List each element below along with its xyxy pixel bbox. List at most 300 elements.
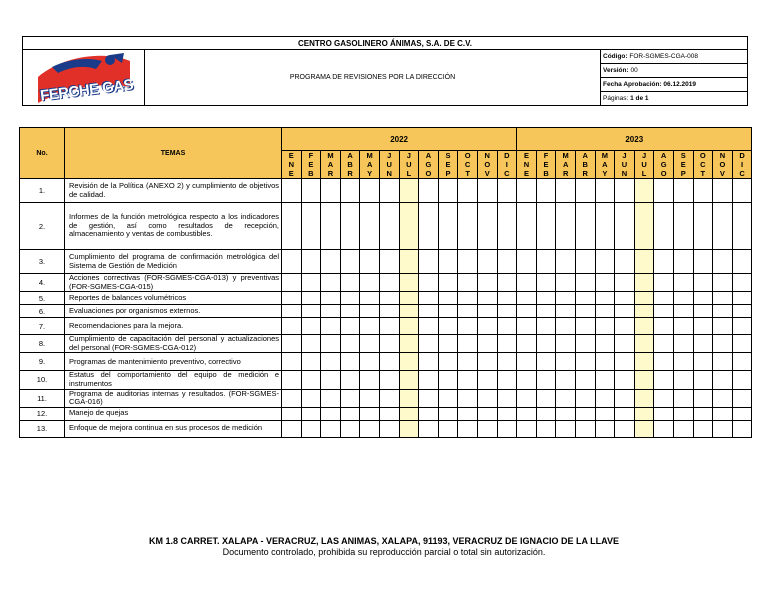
schedule-cell xyxy=(497,203,517,250)
schedule-cell xyxy=(282,179,302,203)
schedule-cell xyxy=(301,353,321,371)
schedule-cell xyxy=(536,250,556,274)
schedule-cell xyxy=(713,407,733,420)
row-tema: Programa de auditorias internas y resultados. (FOR-SGMES-CGA-016) xyxy=(65,389,282,407)
schedule-cell xyxy=(477,305,497,318)
month-letter: N xyxy=(719,151,726,160)
schedule-cell xyxy=(673,420,693,437)
schedule-cell xyxy=(282,305,302,318)
schedule-cell xyxy=(732,335,752,353)
schedule-cell xyxy=(556,250,576,274)
schedule-cell xyxy=(654,250,674,274)
schedule-cell xyxy=(634,179,654,203)
schedule-cell xyxy=(301,420,321,437)
month-letter: C xyxy=(464,160,471,169)
schedule-cell xyxy=(536,335,556,353)
month-letter: J xyxy=(406,151,411,160)
schedule-cell xyxy=(321,203,341,250)
schedule-cell xyxy=(301,318,321,335)
month-header xyxy=(301,151,321,179)
schedule-cell xyxy=(693,250,713,274)
schedule-cell xyxy=(282,371,302,389)
document-header xyxy=(22,36,748,106)
month-letter: G xyxy=(425,160,432,169)
schedule-cell xyxy=(458,389,478,407)
schedule-cell xyxy=(399,318,419,335)
ferche-gas-logo xyxy=(34,51,134,105)
table-row xyxy=(20,389,752,407)
schedule-cell xyxy=(497,389,517,407)
schedule-cell xyxy=(477,335,497,353)
schedule-cell xyxy=(497,353,517,371)
month-letter: U xyxy=(406,160,412,169)
schedule-cell xyxy=(615,292,635,305)
month-letter: U xyxy=(621,160,628,169)
schedule-cell xyxy=(673,203,693,250)
schedule-cell xyxy=(595,420,615,437)
schedule-cell xyxy=(732,292,752,305)
month-header xyxy=(419,151,439,179)
month-header xyxy=(556,151,576,179)
schedule-cell xyxy=(497,371,517,389)
schedule-cell xyxy=(693,420,713,437)
schedule-cell xyxy=(673,305,693,318)
month-letter: C xyxy=(700,160,706,169)
schedule-cell xyxy=(458,420,478,437)
row-number: 11. xyxy=(20,389,65,407)
row-number: 2. xyxy=(20,203,65,250)
schedule-cell xyxy=(575,389,595,407)
schedule-cell xyxy=(654,420,674,437)
schedule-cell xyxy=(595,179,615,203)
schedule-cell xyxy=(458,371,478,389)
month-letter: E xyxy=(523,151,529,160)
schedule-cell xyxy=(575,420,595,437)
schedule-cell xyxy=(536,305,556,318)
month-letter: A xyxy=(366,160,373,169)
schedule-cell xyxy=(458,318,478,335)
table-row xyxy=(20,371,752,389)
schedule-cell xyxy=(634,371,654,389)
month-letter: J xyxy=(641,151,647,160)
month-header xyxy=(321,151,341,179)
schedule-cell xyxy=(615,407,635,420)
schedule-cell xyxy=(419,203,439,250)
schedule-cell xyxy=(654,292,674,305)
schedule-cell xyxy=(634,203,654,250)
schedule-cell xyxy=(536,353,556,371)
schedule-cell xyxy=(595,274,615,292)
schedule-cell xyxy=(399,353,419,371)
schedule-cell xyxy=(517,407,537,420)
month-letter: A xyxy=(660,151,667,160)
schedule-cell xyxy=(654,407,674,420)
schedule-cell xyxy=(732,420,752,437)
schedule-cell xyxy=(458,353,478,371)
schedule-cell xyxy=(340,353,360,371)
schedule-cell xyxy=(595,353,615,371)
schedule-cell xyxy=(497,407,517,420)
row-tema: Enfoque de mejora continua en sus procesos de medición xyxy=(65,420,282,437)
schedule-cell xyxy=(438,292,458,305)
schedule-cell xyxy=(693,203,713,250)
row-number: 13. xyxy=(20,420,65,437)
schedule-cell xyxy=(477,407,497,420)
schedule-cell xyxy=(556,305,576,318)
schedule-cell xyxy=(399,420,419,437)
month-letter: E xyxy=(288,169,294,178)
month-letter: R xyxy=(347,169,353,178)
row-tema: Manejo de quejas xyxy=(65,407,282,420)
schedule-cell xyxy=(321,407,341,420)
schedule-cell xyxy=(379,371,399,389)
schedule-cell xyxy=(654,179,674,203)
schedule-cell xyxy=(615,179,635,203)
schedule-cell xyxy=(379,389,399,407)
schedule-cell xyxy=(713,203,733,250)
version-cell xyxy=(601,64,748,78)
schedule-cell xyxy=(732,371,752,389)
month-letter: P xyxy=(445,169,451,178)
row-number: 12. xyxy=(20,407,65,420)
month-letter: Y xyxy=(367,169,373,178)
month-letter: E xyxy=(680,160,686,169)
month-letter: G xyxy=(660,160,667,169)
company-name: CENTRO GASOLINERO ÁNIMAS, S.A. DE C.V. xyxy=(23,37,748,50)
schedule-cell xyxy=(497,292,517,305)
codigo-label: Código: xyxy=(603,53,628,60)
schedule-cell xyxy=(595,203,615,250)
paginas-label: Páginas: xyxy=(603,95,629,102)
schedule-cell xyxy=(693,371,713,389)
schedule-cell xyxy=(654,353,674,371)
month-letter: M xyxy=(601,151,608,160)
schedule-cell xyxy=(536,389,556,407)
month-letter: I xyxy=(505,160,508,169)
schedule-cell xyxy=(517,203,537,250)
month-letter: B xyxy=(582,160,588,169)
schedule-cell xyxy=(301,203,321,250)
schedule-cell xyxy=(615,250,635,274)
month-letter: O xyxy=(699,151,706,160)
month-letter: A xyxy=(602,160,608,169)
schedule-cell xyxy=(438,250,458,274)
schedule-cell xyxy=(301,305,321,318)
schedule-cell xyxy=(340,179,360,203)
schedule-cell xyxy=(575,318,595,335)
schedule-cell xyxy=(360,420,380,437)
month-letter: J xyxy=(622,151,627,160)
schedule-cell xyxy=(556,420,576,437)
month-header xyxy=(615,151,635,179)
schedule-cell xyxy=(556,371,576,389)
schedule-cell xyxy=(673,250,693,274)
schedule-cell xyxy=(713,420,733,437)
table-row xyxy=(20,318,752,335)
schedule-cell xyxy=(301,407,321,420)
schedule-cell xyxy=(615,371,635,389)
month-letter: O xyxy=(464,151,471,160)
month-letter: B xyxy=(308,169,314,178)
schedule-cell xyxy=(673,179,693,203)
schedule-cell xyxy=(438,407,458,420)
schedule-cell xyxy=(458,335,478,353)
month-letter: T xyxy=(465,169,470,178)
table-row xyxy=(20,305,752,318)
schedule-cell xyxy=(732,353,752,371)
month-letter: O xyxy=(484,160,491,169)
schedule-cell xyxy=(732,389,752,407)
month-letter: M xyxy=(366,151,373,160)
schedule-cell xyxy=(419,420,439,437)
schedule-cell xyxy=(595,305,615,318)
schedule-cell xyxy=(634,305,654,318)
month-letter: E xyxy=(445,160,451,169)
schedule-cell xyxy=(693,292,713,305)
schedule-cell xyxy=(399,179,419,203)
month-letter: A xyxy=(562,160,569,169)
month-header xyxy=(634,151,654,179)
schedule-cell xyxy=(458,203,478,250)
schedule-cell xyxy=(399,250,419,274)
row-number: 3. xyxy=(20,250,65,274)
schedule-cell xyxy=(360,179,380,203)
month-letter: B xyxy=(347,160,353,169)
schedule-cell xyxy=(693,353,713,371)
schedule-cell xyxy=(536,292,556,305)
schedule-cell xyxy=(360,407,380,420)
schedule-cell xyxy=(615,305,635,318)
table-row xyxy=(20,292,752,305)
schedule-cell xyxy=(732,305,752,318)
month-letter: V xyxy=(719,169,725,178)
month-letter: U xyxy=(641,160,647,169)
schedule-cell xyxy=(419,407,439,420)
month-letter: M xyxy=(562,151,569,160)
month-letter: E xyxy=(523,169,529,178)
table-row xyxy=(20,179,752,203)
schedule-cell xyxy=(732,250,752,274)
schedule-cell xyxy=(556,179,576,203)
schedule-cell xyxy=(536,420,556,437)
schedule-cell xyxy=(634,389,654,407)
schedule-cell xyxy=(360,292,380,305)
month-letter: N xyxy=(621,169,628,178)
schedule-cell xyxy=(321,292,341,305)
schedule-cell xyxy=(497,318,517,335)
schedule-cell xyxy=(340,371,360,389)
schedule-cell xyxy=(301,389,321,407)
table-row xyxy=(20,335,752,353)
schedule-cell xyxy=(517,371,537,389)
schedule-cell xyxy=(379,407,399,420)
month-header xyxy=(732,151,752,179)
schedule-cell xyxy=(438,335,458,353)
schedule-cell xyxy=(340,420,360,437)
table-row xyxy=(20,274,752,292)
schedule-cell xyxy=(301,179,321,203)
schedule-cell xyxy=(615,389,635,407)
schedule-cell xyxy=(438,203,458,250)
month-letter: L xyxy=(406,169,412,178)
row-tema: Revisión de la Política (ANEXO 2) y cumplimiento de objetivos de calidad. xyxy=(65,179,282,203)
schedule-cell xyxy=(654,318,674,335)
schedule-cell xyxy=(360,305,380,318)
schedule-cell xyxy=(477,420,497,437)
row-tema: Acciones correctivas (FOR-SGMES-CGA-013) y preventivas (FOR-SGMES-CGA-015) xyxy=(65,274,282,292)
month-header xyxy=(282,151,302,179)
codigo-cell xyxy=(601,50,748,64)
schedule-cell xyxy=(536,274,556,292)
schedule-cell xyxy=(379,305,399,318)
month-header xyxy=(693,151,713,179)
schedule-cell xyxy=(654,274,674,292)
schedule-cell xyxy=(282,274,302,292)
paginas-cell xyxy=(601,92,748,106)
schedule-cell xyxy=(419,274,439,292)
schedule-cell xyxy=(497,335,517,353)
schedule-cell xyxy=(282,407,302,420)
month-header xyxy=(713,151,733,179)
schedule-cell xyxy=(360,274,380,292)
schedule-cell xyxy=(438,318,458,335)
schedule-cell xyxy=(595,292,615,305)
schedule-cell xyxy=(438,274,458,292)
schedule-cell xyxy=(340,407,360,420)
schedule-cell xyxy=(438,353,458,371)
row-tema: Estatus del comportamiento del equipo de medición e instrumentos xyxy=(65,371,282,389)
row-number: 7. xyxy=(20,318,65,335)
schedule-cell xyxy=(438,371,458,389)
schedule-cell xyxy=(477,203,497,250)
schedule-cell xyxy=(399,292,419,305)
schedule-cell xyxy=(321,250,341,274)
schedule-cell xyxy=(575,353,595,371)
schedule-cell xyxy=(673,274,693,292)
month-header xyxy=(536,151,556,179)
month-letter: I xyxy=(740,160,744,169)
schedule-cell xyxy=(517,305,537,318)
month-header xyxy=(360,151,380,179)
schedule-cell xyxy=(301,371,321,389)
schedule-cell xyxy=(517,274,537,292)
schedule-cell xyxy=(634,274,654,292)
schedule-cell xyxy=(419,353,439,371)
schedule-cell xyxy=(615,203,635,250)
schedule-cell xyxy=(340,305,360,318)
schedule-cell xyxy=(360,318,380,335)
footer-address: KM 1.8 CARRET. XALAPA - VERACRUZ, LAS ANIMAS, XALAPA, 91193, VERACRUZ DE IGNACIO DE LA LLAVE xyxy=(148,536,620,546)
schedule-cell xyxy=(673,318,693,335)
schedule-cell xyxy=(536,407,556,420)
schedule-cell xyxy=(615,353,635,371)
row-tema: Cumplimiento de capacitación del personal y actualizaciones del personal (FOR-SGMES-CGA-012) xyxy=(65,335,282,353)
schedule-cell xyxy=(477,274,497,292)
logo-cell xyxy=(23,50,145,106)
month-header xyxy=(497,151,517,179)
schedule-cell xyxy=(713,389,733,407)
schedule-cell xyxy=(732,274,752,292)
schedule-cell xyxy=(595,407,615,420)
table-row xyxy=(20,353,752,371)
month-header xyxy=(458,151,478,179)
schedule-cell xyxy=(536,179,556,203)
month-letter: D xyxy=(739,151,745,160)
version-value: 00 xyxy=(630,67,638,74)
schedule-cell xyxy=(321,420,341,437)
schedule-cell xyxy=(438,389,458,407)
schedule-cell xyxy=(693,305,713,318)
schedule-cell xyxy=(713,179,733,203)
month-letter: C xyxy=(739,169,745,178)
schedule-cell xyxy=(321,179,341,203)
schedule-cell xyxy=(713,371,733,389)
column-header-temas: TEMAS xyxy=(65,128,282,179)
schedule-cell xyxy=(575,407,595,420)
month-header xyxy=(379,151,399,179)
schedule-cell xyxy=(575,274,595,292)
table-row xyxy=(20,420,752,437)
month-letter: C xyxy=(504,169,510,178)
month-header xyxy=(438,151,458,179)
schedule-cell xyxy=(536,203,556,250)
schedule-cell xyxy=(693,389,713,407)
schedule-cell xyxy=(713,250,733,274)
month-letter: D xyxy=(504,151,510,160)
paginas-value: 1 de 1 xyxy=(630,95,649,102)
schedule-cell xyxy=(517,335,537,353)
schedule-cell xyxy=(634,420,654,437)
row-tema: Cumplimiento del programa de confirmación metrológica del Sistema de Gestión de Medición xyxy=(65,250,282,274)
schedule-cell xyxy=(438,305,458,318)
schedule-cell xyxy=(379,179,399,203)
schedule-cell xyxy=(458,305,478,318)
schedule-cell xyxy=(517,318,537,335)
schedule-cell xyxy=(321,318,341,335)
month-letter: U xyxy=(386,160,392,169)
schedule-cell xyxy=(321,305,341,318)
schedule-cell xyxy=(517,292,537,305)
schedule-cell xyxy=(340,335,360,353)
schedule-cell xyxy=(595,335,615,353)
schedule-cell xyxy=(693,318,713,335)
schedule-cell xyxy=(673,389,693,407)
month-letter: R xyxy=(327,169,334,178)
month-letter: L xyxy=(641,169,647,178)
schedule-cell xyxy=(282,318,302,335)
month-letter: F xyxy=(308,151,314,160)
month-letter: J xyxy=(387,151,392,160)
schedule-cell xyxy=(634,318,654,335)
schedule-cell xyxy=(615,274,635,292)
schedule-cell xyxy=(477,389,497,407)
schedule-cell xyxy=(458,292,478,305)
schedule-cell xyxy=(438,179,458,203)
schedule-cell xyxy=(360,335,380,353)
schedule-cell xyxy=(575,371,595,389)
month-letter: T xyxy=(700,169,706,178)
schedule-cell xyxy=(497,179,517,203)
schedule-cell xyxy=(673,353,693,371)
schedule-cell xyxy=(379,318,399,335)
schedule-cell xyxy=(556,318,576,335)
schedule-cell xyxy=(713,335,733,353)
schedule-cell xyxy=(673,292,693,305)
month-letter: M xyxy=(327,151,334,160)
program-title: PROGRAMA DE REVISIONES POR LA DIRECCIÓN xyxy=(145,50,601,106)
row-number: 1. xyxy=(20,179,65,203)
logo-text: FERCHE GAS xyxy=(38,75,134,105)
